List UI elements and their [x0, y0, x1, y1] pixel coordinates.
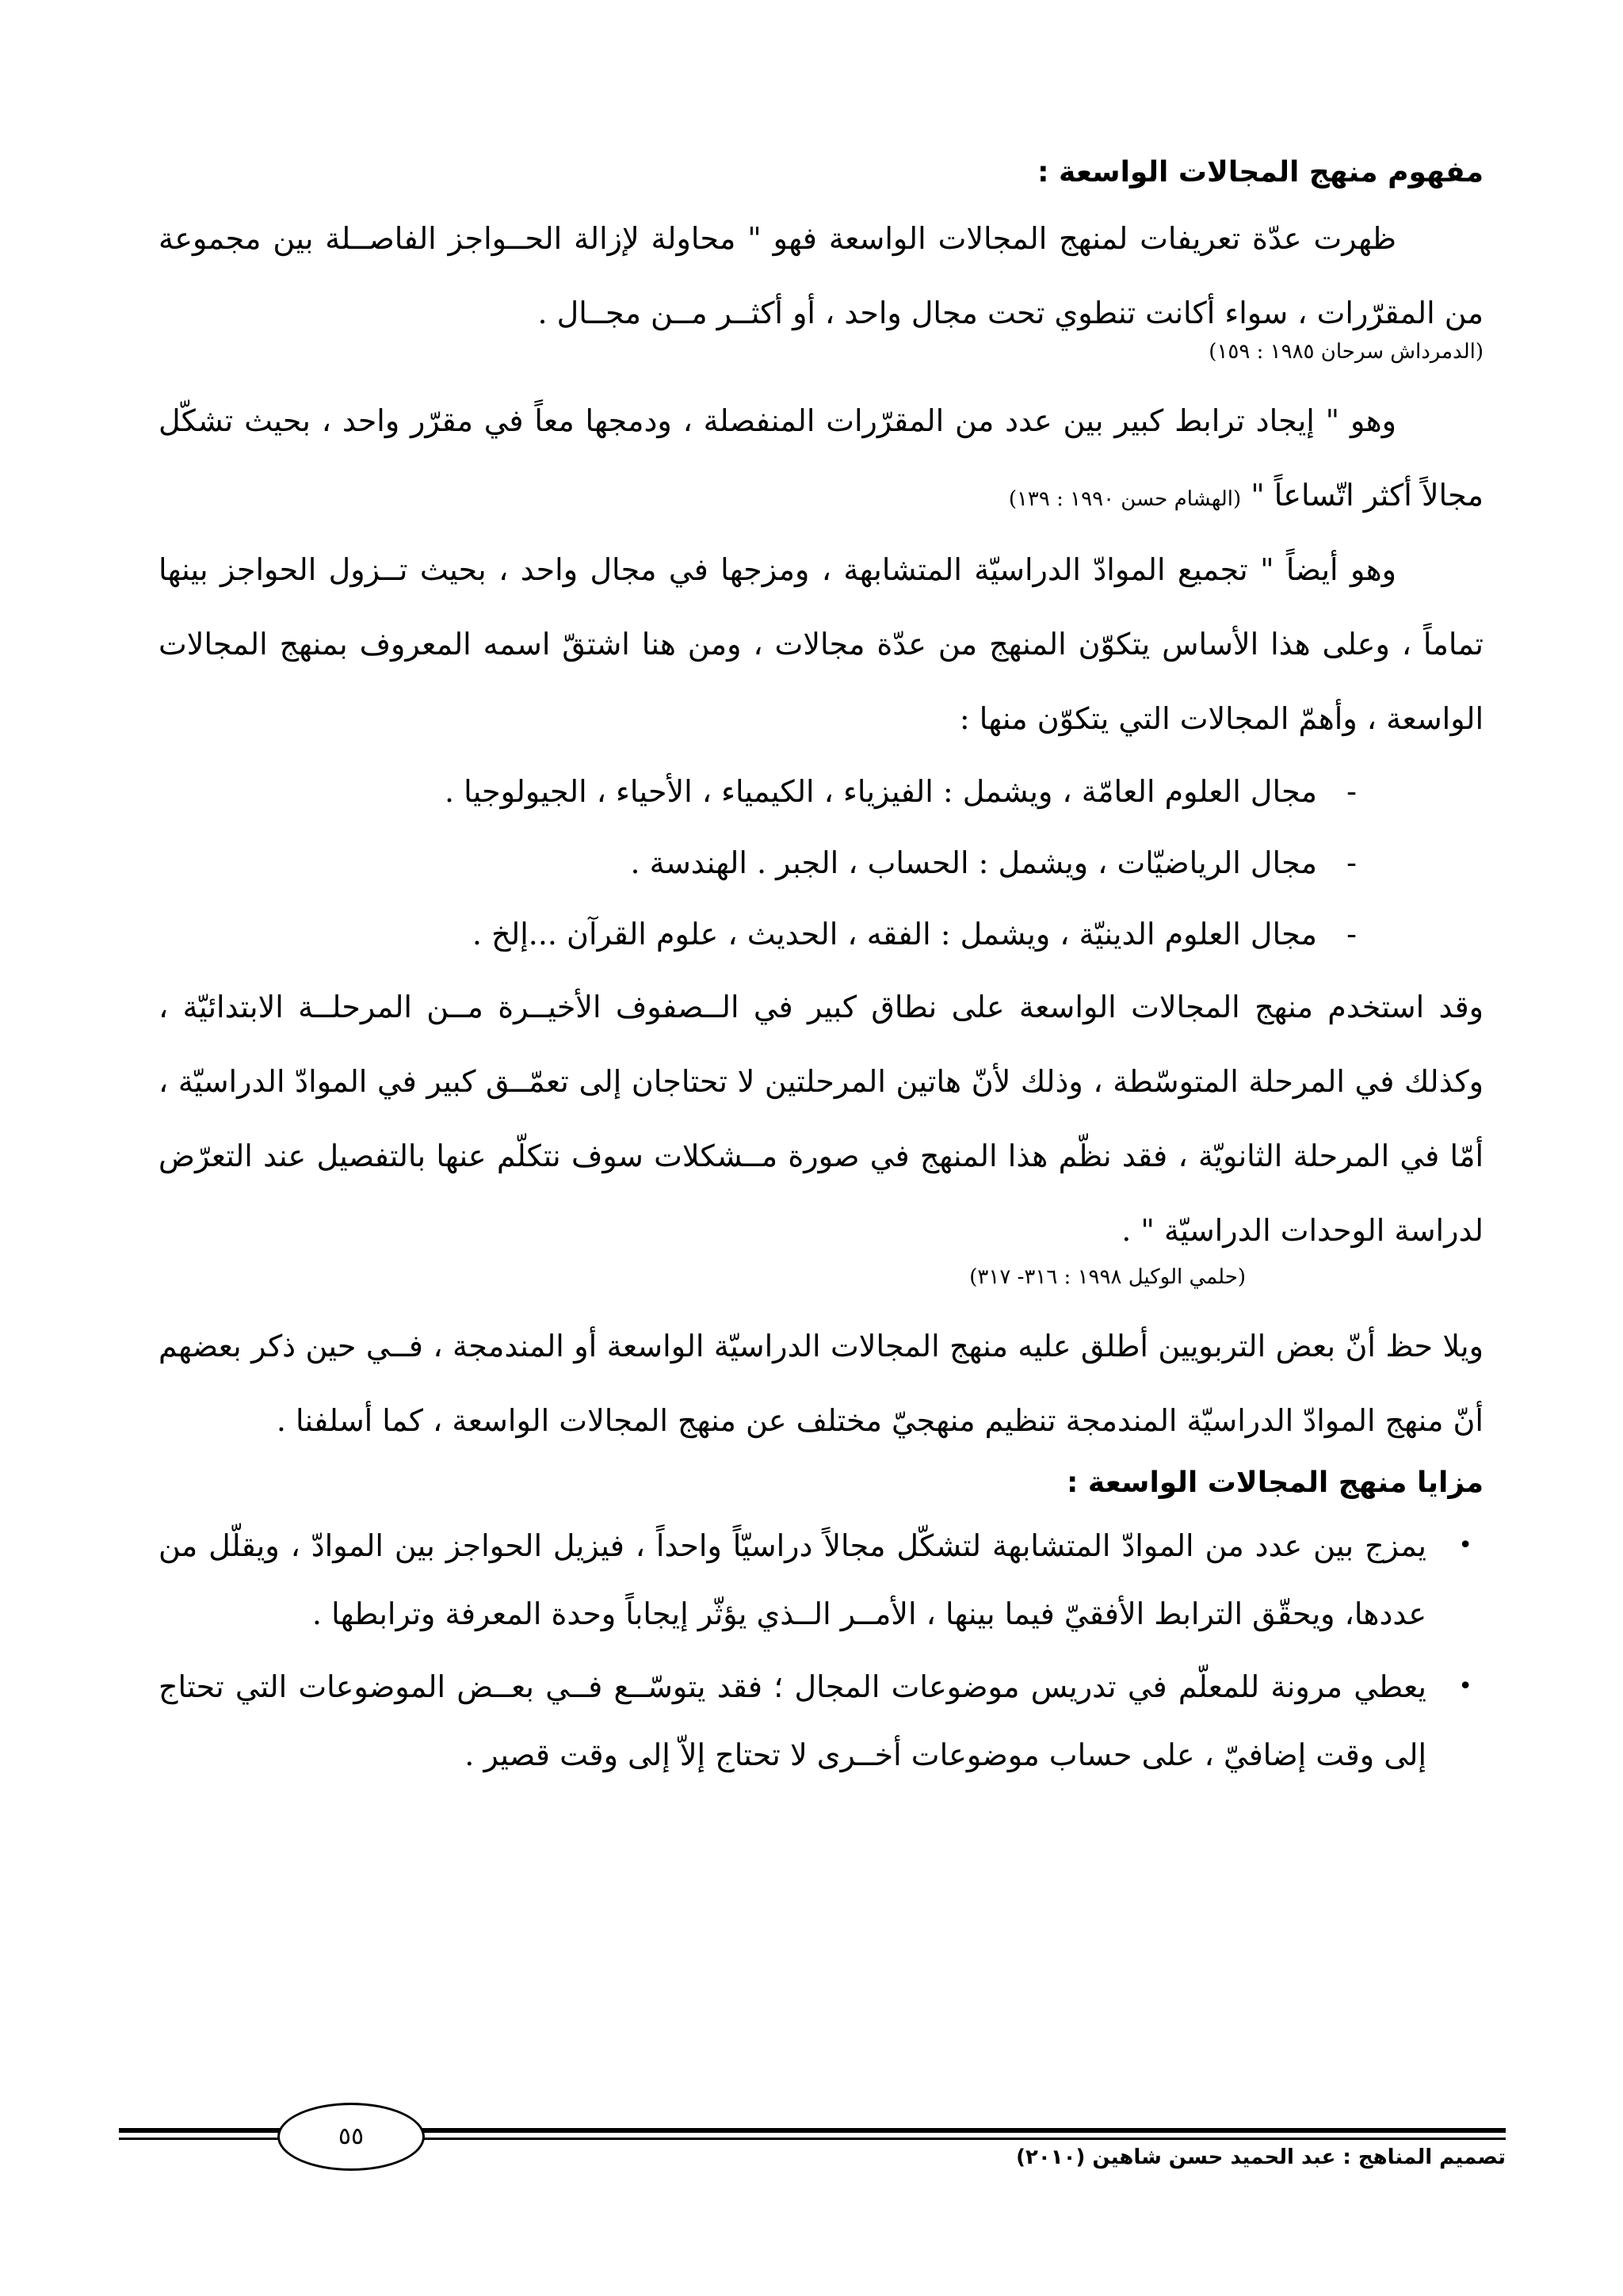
list-item: [158, 756, 1357, 827]
citation-1: (الدمرداش سرحان ١٩٨٥ : ١٥٩): [1209, 340, 1484, 364]
bullet-marker: •: [1458, 1672, 1472, 1700]
dash-marker: -: [1346, 845, 1357, 880]
paragraph-definition-1: ظهرت عدّة تعريفات لمنهج المجالات الواسعة فهو " محاولة لإزالة الحــواجز الفاصــلة بين مجموعة من المقرّرات ، سواء أكانت تنطوي تحت مجال واحد ، أو أكثــر مــن مجــال .: [158, 221, 1484, 330]
dash-marker: -: [1346, 774, 1357, 809]
list-item-text: يعطي مرونة للمعلّم في تدريس موضوعات المجال ؛ فقد يتوسّــع فــي بعــض الموضوعات التي تحتاج إلى وقت إضافيّ ، على حساب موضوعات أخــرى لا تحتاج إلاّ إلى وقت قصير .: [158, 1669, 1426, 1772]
dash-marker: -: [1346, 917, 1357, 952]
list-item: [158, 1653, 1484, 1789]
fields-list: [158, 756, 1484, 970]
paragraph-definition-2: [158, 383, 1484, 532]
list-item: [158, 898, 1357, 970]
list-item: [158, 827, 1357, 898]
list-item-text: مجال الرياضيّات ، ويشمل : الحساب ، الجبر . الهندسة .: [630, 845, 1317, 880]
book-credit: تصميم المناهج : عبد الحميد حسن شاهين (٢٠١٠): [1016, 2145, 1506, 2169]
bullet-marker: •: [1458, 1531, 1472, 1559]
citation-2: (الهشام حسن ١٩٩٠ : ١٣٩): [1008, 487, 1242, 511]
paragraph-definition-3: وهو أيضاً " تجميع الموادّ الدراسيّة المتشابهة ، ومزجها في مجال واحد ، بحيث تــزول الحواجز بينها تماماً ، وعلى هذا الأساس يتكوّن المنهج من عدّة مجالات ، ومن هنا اشتقّ اسمه المعروف بمنهج المجالات الواسعة ، وأهمّ المجالات التي يتكوّن منها :: [158, 552, 1484, 736]
citation-3: (حلمي الوكيل ١٩٩٨ : ٣١٦- ٣١٧): [969, 1265, 1246, 1289]
advantages-list: [158, 1512, 1484, 1789]
list-item-text: مجال العلوم العامّة ، ويشمل : الفيزياء ، الكيمياء ، الأحياء ، الجيولوجيا .: [444, 774, 1317, 809]
section-heading-concept: مفهوم منهج المجالات الواسعة :: [1037, 156, 1484, 189]
section-heading-advantages: مزايا منهج المجالات الواسعة :: [1066, 1466, 1484, 1499]
paragraph-definition-2-text: وهو " إيجاد ترابط كبير بين عدد من المقرّرات المنفصلة ، ودمجها معاً في مقرّر واحد ، بحيث تشكّل مجالاً أكثر اتّساعاً ": [158, 403, 1484, 513]
list-item-text: يمزج بين عدد من الموادّ المتشابهة لتشكّل مجالاً دراسيّاً واحداً ، فيزيل الحواجز بين الموادّ ، ويقلّل من عددها، ويحقّق الترابط الأفقيّ فيما بينها ، الأمــر الــذي يؤثّر إيجاباً وحدة المعرفة وترابطها .: [158, 1528, 1426, 1631]
paragraph-usage: وقد استخدم منهج المجالات الواسعة على نطاق كبير في الــصفوف الأخيــرة مــن المرحلــة الابتدائيّة ، وكذلك في المرحلة المتوسّطة ، وذلك لأنّ هاتين المرحلتين لا تحتاجان إلى تعمّــق كبير في الموادّ الدراسيّة ، أمّا في المرحلة الثانويّة ، فقد نظّم هذا المنهج في صورة مــشكلات سوف نتكلّم عنها بالتفصيل عند التعرّض لدراسة الوحدات الدراسيّة " .: [158, 990, 1484, 1248]
page-number: ٥٥: [277, 2103, 425, 2171]
list-item-text: مجال العلوم الدينيّة ، ويشمل : الفقه ، الحديث ، علوم القرآن ...إلخ .: [472, 917, 1317, 952]
page-footer: [119, 2100, 1506, 2195]
paragraph-note: ويلا حظ أنّ بعض التربويين أطلق عليه منهج المجالات الدراسيّة الواسعة أو المندمجة ، فــي حين ذكر بعضهم أنّ منهج الموادّ الدراسيّة المندمجة تنظيم منهجيّ مختلف عن منهج المجالات الواسعة ، كما أسلفنا .: [158, 1329, 1484, 1438]
page-body: [158, 151, 1484, 1794]
list-item: [158, 1512, 1484, 1648]
